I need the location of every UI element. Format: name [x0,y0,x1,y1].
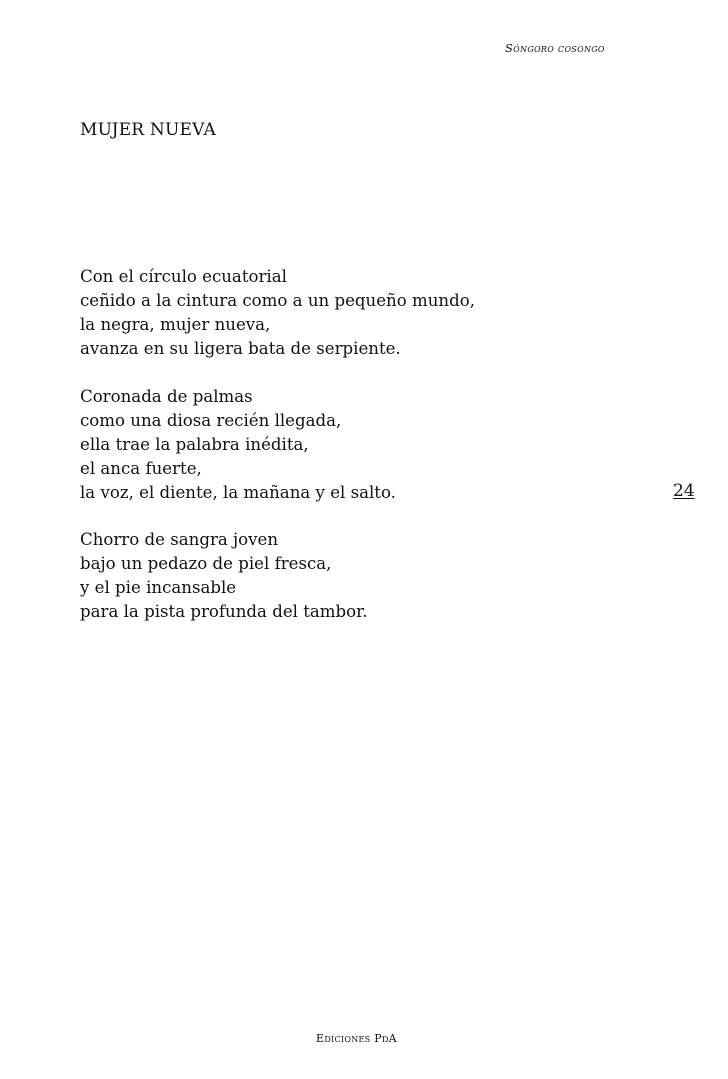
running-header [505,41,605,55]
poem-line: Con el círculo ecuatorial [80,267,287,286]
poem-line: bajo un pedazo de piel fresca, [80,554,332,573]
poem-line: el anca fuerte, [80,458,202,478]
poem-line: ceñido a la cintura como a un pequeño mundo, [80,291,476,310]
poem-line: como una diosa recién llegada, [80,410,342,430]
poem-line: Chorro de sangra joven [80,530,279,549]
poem-title: MUJER NUEVA [80,120,216,140]
stanza-3 [80,528,600,624]
poem-line: la voz, el diente, la mañana y el salto. [80,482,396,502]
poem-body [80,265,600,648]
stanza-2 [80,385,600,505]
poem-line: avanza en su ligera bata de serpiente. [80,339,401,358]
poem-line: y el pie incansable [80,578,237,597]
page-number: 24 [673,481,695,501]
poem-line: para la pista profunda del tambor. [80,602,368,621]
poem-line: Coronada de palmas [80,386,253,406]
running-header-title: Sóngoro cosongo [505,41,605,55]
running-footer: Ediciones PdA [316,1032,397,1045]
stanza-1 [80,265,600,361]
poem-line: ella trae la palabra inédita, [80,434,309,454]
poem-line: la negra, mujer nueva, [80,315,271,334]
